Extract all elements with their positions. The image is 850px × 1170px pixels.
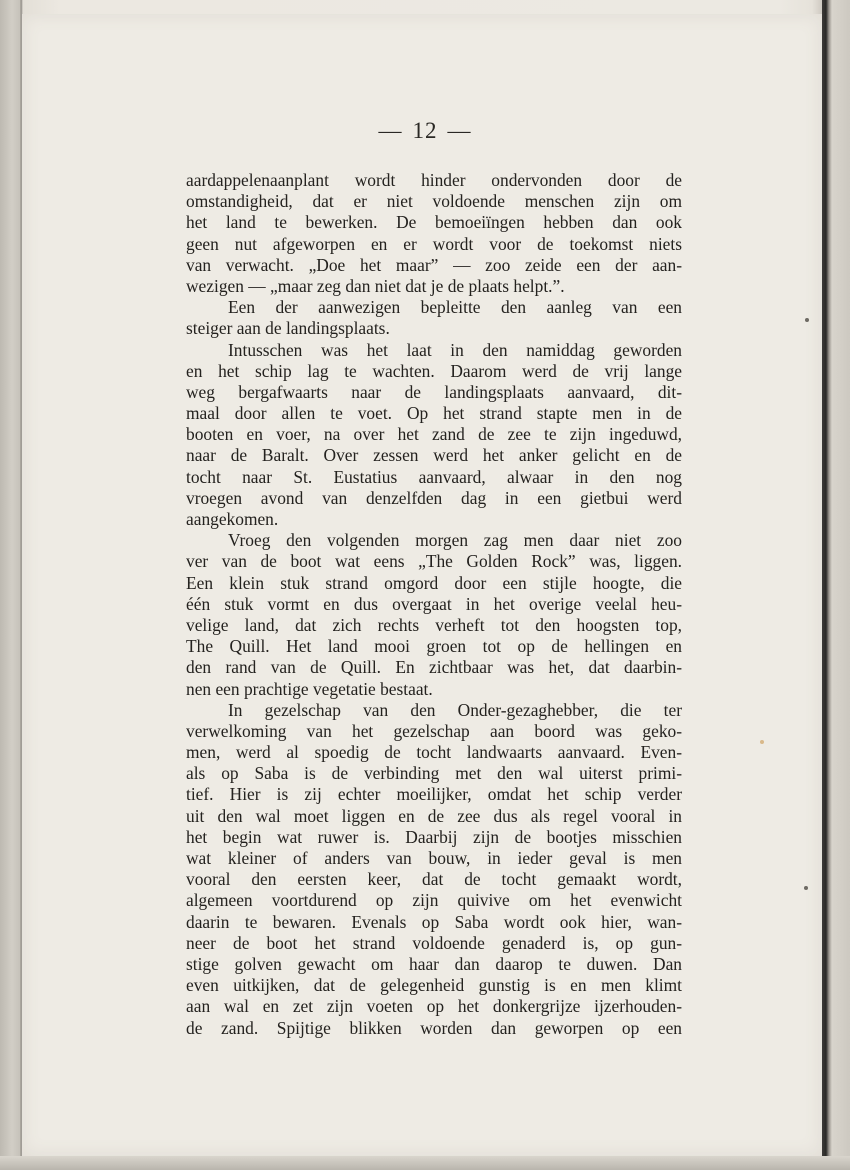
book-gutter <box>822 0 850 1170</box>
text-line: stige golven gewacht om haar dan daarop te duwen. Dan <box>186 953 682 974</box>
paper-speck <box>760 740 764 744</box>
text-line: Een klein stuk strand omgord door een stijle hoogte, die <box>186 572 682 593</box>
text-line: algemeen voortdurend op zijn quivive om het evenwicht <box>186 890 682 911</box>
text-line: vroegen avond van denzelfden dag in een gietbui werd <box>186 487 682 508</box>
text-line: wezigen — „maar zeg dan niet dat je de plaats helpt.”. <box>186 275 565 296</box>
text-line: aangekomen. <box>186 509 279 529</box>
text-line: naar de Baralt. Over zessen werd het anker gelicht en de <box>186 445 682 466</box>
page-edge-left <box>0 0 20 1170</box>
paper-speck <box>804 886 808 890</box>
page-edge-bottom <box>0 1156 850 1170</box>
text-line: als op Saba is de verbinding met den wal uiterst primi- <box>186 763 682 784</box>
text-line: aan wal en zet zijn voeten op het donkergrijze ijzerhouden- <box>186 996 682 1017</box>
page-number-value: 12 <box>412 118 438 143</box>
text-line: daarin te bewaren. Evenals op Saba wordt ook hier, wan- <box>186 911 682 932</box>
body-text <box>186 170 682 1039</box>
text-line: den rand van de Quill. En zichtbaar was het, dat daarbin- <box>186 657 682 678</box>
text-line: verwelkoming van het gezelschap aan boord was geko- <box>186 720 682 741</box>
text-line: aardappelenaanplant wordt hinder ondervonden door de <box>186 170 682 190</box>
text-line: ver van de boot wat eens „The Golden Rock” was, liggen. <box>186 551 682 572</box>
text-line: even uitkijken, dat de gelegenheid gunstig is en men klimt <box>186 975 682 996</box>
text-line: neer de boot het strand voldoende genaderd is, op gun- <box>186 932 682 953</box>
text-line: tocht naar St. Eustatius aanvaard, alwaar in den nog <box>186 466 682 487</box>
text-line: tief. Hier is zij echter moeilijker, omdat het schip verder <box>186 784 682 805</box>
text-line: The Quill. Het land mooi groen tot op de hellingen en <box>186 636 682 657</box>
text-line: wat kleiner of anders van bouw, in ieder geval is men <box>186 848 682 868</box>
text-line: Een der aanwezigen bepleitte den aanleg van een <box>228 297 682 318</box>
text-line: booten en voer, na over het zand de zee te zijn ingeduwd, <box>186 424 682 445</box>
text-line: vooral den eersten keer, dat de tocht gemaakt wordt, <box>186 869 682 890</box>
text-line: uit den wal moet liggen en de zee dus als regel vooral in <box>186 805 682 826</box>
text-line: steiger aan de landingsplaats. <box>186 318 390 339</box>
page-number-dash-left: — <box>378 118 403 143</box>
text-line: van verwacht. „Doe het maar” — zoo zeide een der aan- <box>186 254 682 275</box>
text-line: nen een prachtige vegetatie bestaat. <box>186 678 433 699</box>
text-line: het land te bewerken. De bemoeiïngen hebben dan ook <box>186 212 682 233</box>
page-number-dash-right: — <box>447 118 472 143</box>
text-line: men, werd al spoedig de tocht landwaarts aanvaard. Even- <box>186 742 682 763</box>
text-line: geen nut afgeworpen en er wordt voor de toekomst niets <box>186 233 682 254</box>
text-line: Intusschen was het laat in den namiddag geworden <box>228 339 682 360</box>
text-line: omstandigheid, dat er niet voldoende menschen zijn om <box>186 191 682 212</box>
text-line: In gezelschap van den Onder-gezaghebber, die ter <box>228 699 682 720</box>
text-line: één stuk vormt en dus overgaat in het overige veelal heu- <box>186 593 682 614</box>
text-line: velige land, dat zich rechts verheft tot den hoogsten top, <box>186 614 682 635</box>
text-line: en het schip lag te wachten. Daarom werd de vrij lange <box>186 360 682 381</box>
text-line: het begin wat ruwer is. Daarbij zijn de bootjes misschien <box>186 826 682 847</box>
paper-speck <box>805 318 809 322</box>
text-line: de zand. Spijtige blikken worden dan geworpen op een <box>186 1017 682 1038</box>
text-line: weg bergafwaarts naar de landingsplaats aanvaard, dit- <box>186 381 682 402</box>
page-number <box>0 118 850 144</box>
text-line: maal door allen te voet. Op het strand stapte men in de <box>186 403 682 424</box>
text-line: Vroeg den volgenden morgen zag men daar niet zoo <box>228 530 682 551</box>
